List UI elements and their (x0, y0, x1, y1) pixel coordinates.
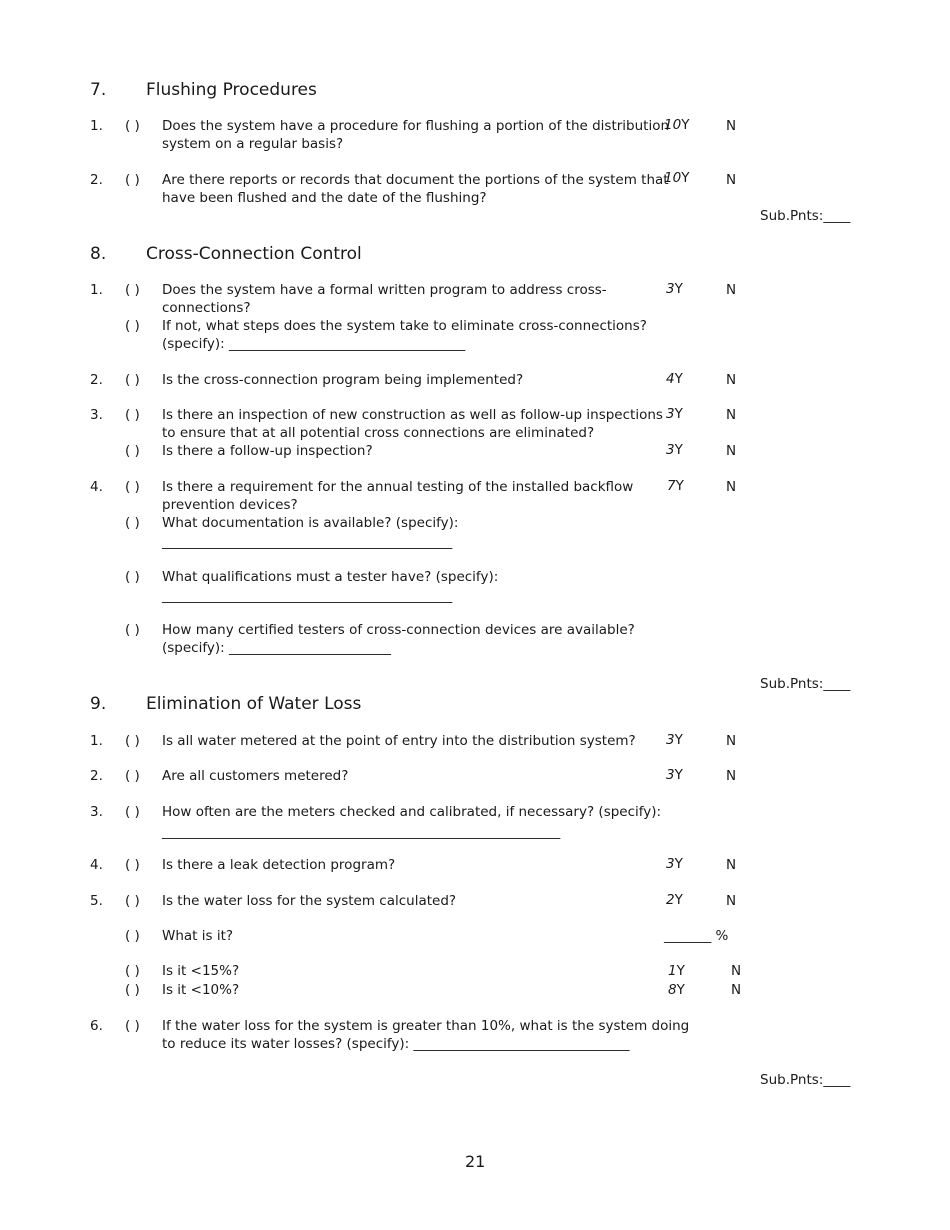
question-text: How many certified testers of cross-connection devices are available? (162, 622, 635, 638)
question-text: What qualifications must a tester have? (specify): (162, 569, 499, 585)
answer-checkbox[interactable]: ( ) (125, 1018, 140, 1034)
answer-checkbox[interactable]: ( ) (125, 963, 140, 979)
section-9-title: Elimination of Water Loss (146, 694, 362, 714)
points-value: 3 (666, 406, 675, 422)
answer-checkbox[interactable]: ( ) (125, 857, 140, 873)
item-number: 6. (90, 1018, 103, 1034)
item-number: 1. (90, 733, 103, 749)
answer-checkbox[interactable]: ( ) (125, 982, 140, 998)
question-text: How often are the meters checked and calibrated, if necessary? (specify): (162, 804, 662, 820)
item-number: 4. (90, 857, 103, 873)
points-value: 1 (668, 963, 677, 979)
subtotal-points[interactable]: Sub.Pnts:____ (760, 1072, 851, 1088)
question-text: Is the cross-connection program being implemented? (162, 372, 524, 388)
question-text: Is there a leak detection program? (162, 857, 396, 873)
no-option[interactable]: N (726, 479, 737, 495)
yes-option[interactable]: Y (681, 117, 690, 133)
yes-option[interactable]: Y (676, 982, 685, 998)
answer-checkbox[interactable]: ( ) (125, 118, 140, 134)
subtotal-points[interactable]: Sub.Pnts:____ (760, 676, 851, 692)
points-value: 3 (666, 732, 675, 748)
question-text: Is there a requirement for the annual testing of the installed backflow (162, 479, 634, 495)
yes-option[interactable]: Y (676, 963, 685, 979)
item-number: 5. (90, 893, 103, 909)
question-text: Are there reports or records that document the portions of the system that (162, 172, 669, 188)
no-option[interactable]: N (731, 982, 742, 998)
no-option[interactable]: N (726, 893, 737, 909)
question-text: Does the system have a procedure for flushing a portion of the distribution (162, 118, 670, 134)
yes-option[interactable]: Y (674, 406, 683, 422)
question-text: Are all customers metered? (162, 768, 349, 784)
subtotal-points[interactable]: Sub.Pnts:____ (760, 208, 851, 224)
answer-checkbox[interactable]: ( ) (125, 768, 140, 784)
question-text: to ensure that at all potential cross connections are eliminated? (162, 425, 595, 441)
no-option[interactable]: N (726, 768, 737, 784)
specify-field[interactable]: ___________________________________________ (162, 534, 453, 550)
page-number: 21 (465, 1152, 486, 1171)
specify-field[interactable]: (specify): ________________________ (162, 640, 391, 656)
section-7-title: Flushing Procedures (146, 80, 317, 100)
no-option[interactable]: N (726, 172, 737, 188)
no-option[interactable]: N (726, 372, 737, 388)
points-value: 3 (666, 767, 675, 783)
section-9-number: 9. (90, 694, 107, 714)
answer-checkbox[interactable]: ( ) (125, 928, 140, 944)
no-option[interactable]: N (726, 443, 737, 459)
question-text: Is it <10%? (162, 982, 240, 998)
specify-field[interactable]: ___________________________________________________________ (162, 824, 561, 840)
question-text: If not, what steps does the system take to eliminate cross-connections? (162, 318, 647, 334)
item-number: 2. (90, 372, 103, 388)
item-number: 4. (90, 479, 103, 495)
answer-checkbox[interactable]: ( ) (125, 172, 140, 188)
question-text: connections? (162, 300, 251, 316)
section-7-number: 7. (90, 80, 107, 100)
no-option[interactable]: N (726, 733, 737, 749)
yes-option[interactable]: Y (674, 892, 683, 908)
water-loss-percent-field[interactable]: _______ % (664, 928, 729, 944)
no-option[interactable]: N (731, 963, 742, 979)
yes-option[interactable]: Y (674, 767, 683, 783)
yes-option[interactable]: Y (675, 478, 684, 494)
answer-checkbox[interactable]: ( ) (125, 622, 140, 638)
question-text: have been flushed and the date of the flushing? (162, 190, 487, 206)
yes-option[interactable]: Y (674, 856, 683, 872)
yes-option[interactable]: Y (674, 281, 683, 297)
section-8-title: Cross-Connection Control (146, 244, 362, 264)
no-option[interactable]: N (726, 857, 737, 873)
specify-field[interactable]: (specify): ___________________________________ (162, 336, 466, 352)
answer-checkbox[interactable]: ( ) (125, 733, 140, 749)
specify-field[interactable]: to reduce its water losses? (specify): ________________________________ (162, 1036, 630, 1052)
points-value: 3 (666, 442, 675, 458)
points-value: 10 (664, 170, 682, 186)
answer-checkbox[interactable]: ( ) (125, 443, 140, 459)
no-option[interactable]: N (726, 282, 737, 298)
answer-checkbox[interactable]: ( ) (125, 318, 140, 334)
no-option[interactable]: N (726, 407, 737, 423)
points-value: 3 (666, 281, 675, 297)
question-text: If the water loss for the system is greater than 10%, what is the system doing (162, 1018, 690, 1034)
answer-checkbox[interactable]: ( ) (125, 479, 140, 495)
points-value: 8 (668, 982, 677, 998)
item-number: 2. (90, 768, 103, 784)
answer-checkbox[interactable]: ( ) (125, 804, 140, 820)
answer-checkbox[interactable]: ( ) (125, 372, 140, 388)
points-value: 7 (667, 478, 676, 494)
yes-option[interactable]: Y (674, 371, 683, 387)
question-text: Is all water metered at the point of entry into the distribution system? (162, 733, 636, 749)
points-value: 3 (666, 856, 675, 872)
question-text: What documentation is available? (specify): (162, 515, 459, 531)
points-value: 10 (664, 117, 682, 133)
question-text: Is there a follow-up inspection? (162, 443, 373, 459)
item-number: 1. (90, 118, 103, 134)
item-number: 1. (90, 282, 103, 298)
section-8-number: 8. (90, 244, 107, 264)
no-option[interactable]: N (726, 118, 737, 134)
question-text: What is it? (162, 928, 234, 944)
answer-checkbox[interactable]: ( ) (125, 893, 140, 909)
yes-option[interactable]: Y (674, 732, 683, 748)
question-text: Is it <15%? (162, 963, 240, 979)
points-value: 4 (666, 371, 675, 387)
question-text: prevention devices? (162, 497, 298, 513)
question-text: Does the system have a formal written program to address cross- (162, 282, 607, 298)
question-text: Is the water loss for the system calculated? (162, 893, 457, 909)
question-text: system on a regular basis? (162, 136, 344, 152)
answer-checkbox[interactable]: ( ) (125, 282, 140, 298)
answer-checkbox[interactable]: ( ) (125, 515, 140, 531)
yes-option[interactable]: Y (681, 170, 690, 186)
item-number: 2. (90, 172, 103, 188)
answer-checkbox[interactable]: ( ) (125, 407, 140, 423)
yes-option[interactable]: Y (674, 442, 683, 458)
question-text: Is there an inspection of new construction as well as follow-up inspections (162, 407, 663, 423)
item-number: 3. (90, 804, 103, 820)
points-value: 2 (666, 892, 675, 908)
answer-checkbox[interactable]: ( ) (125, 569, 140, 585)
item-number: 3. (90, 407, 103, 423)
specify-field[interactable]: ___________________________________________ (162, 588, 453, 604)
